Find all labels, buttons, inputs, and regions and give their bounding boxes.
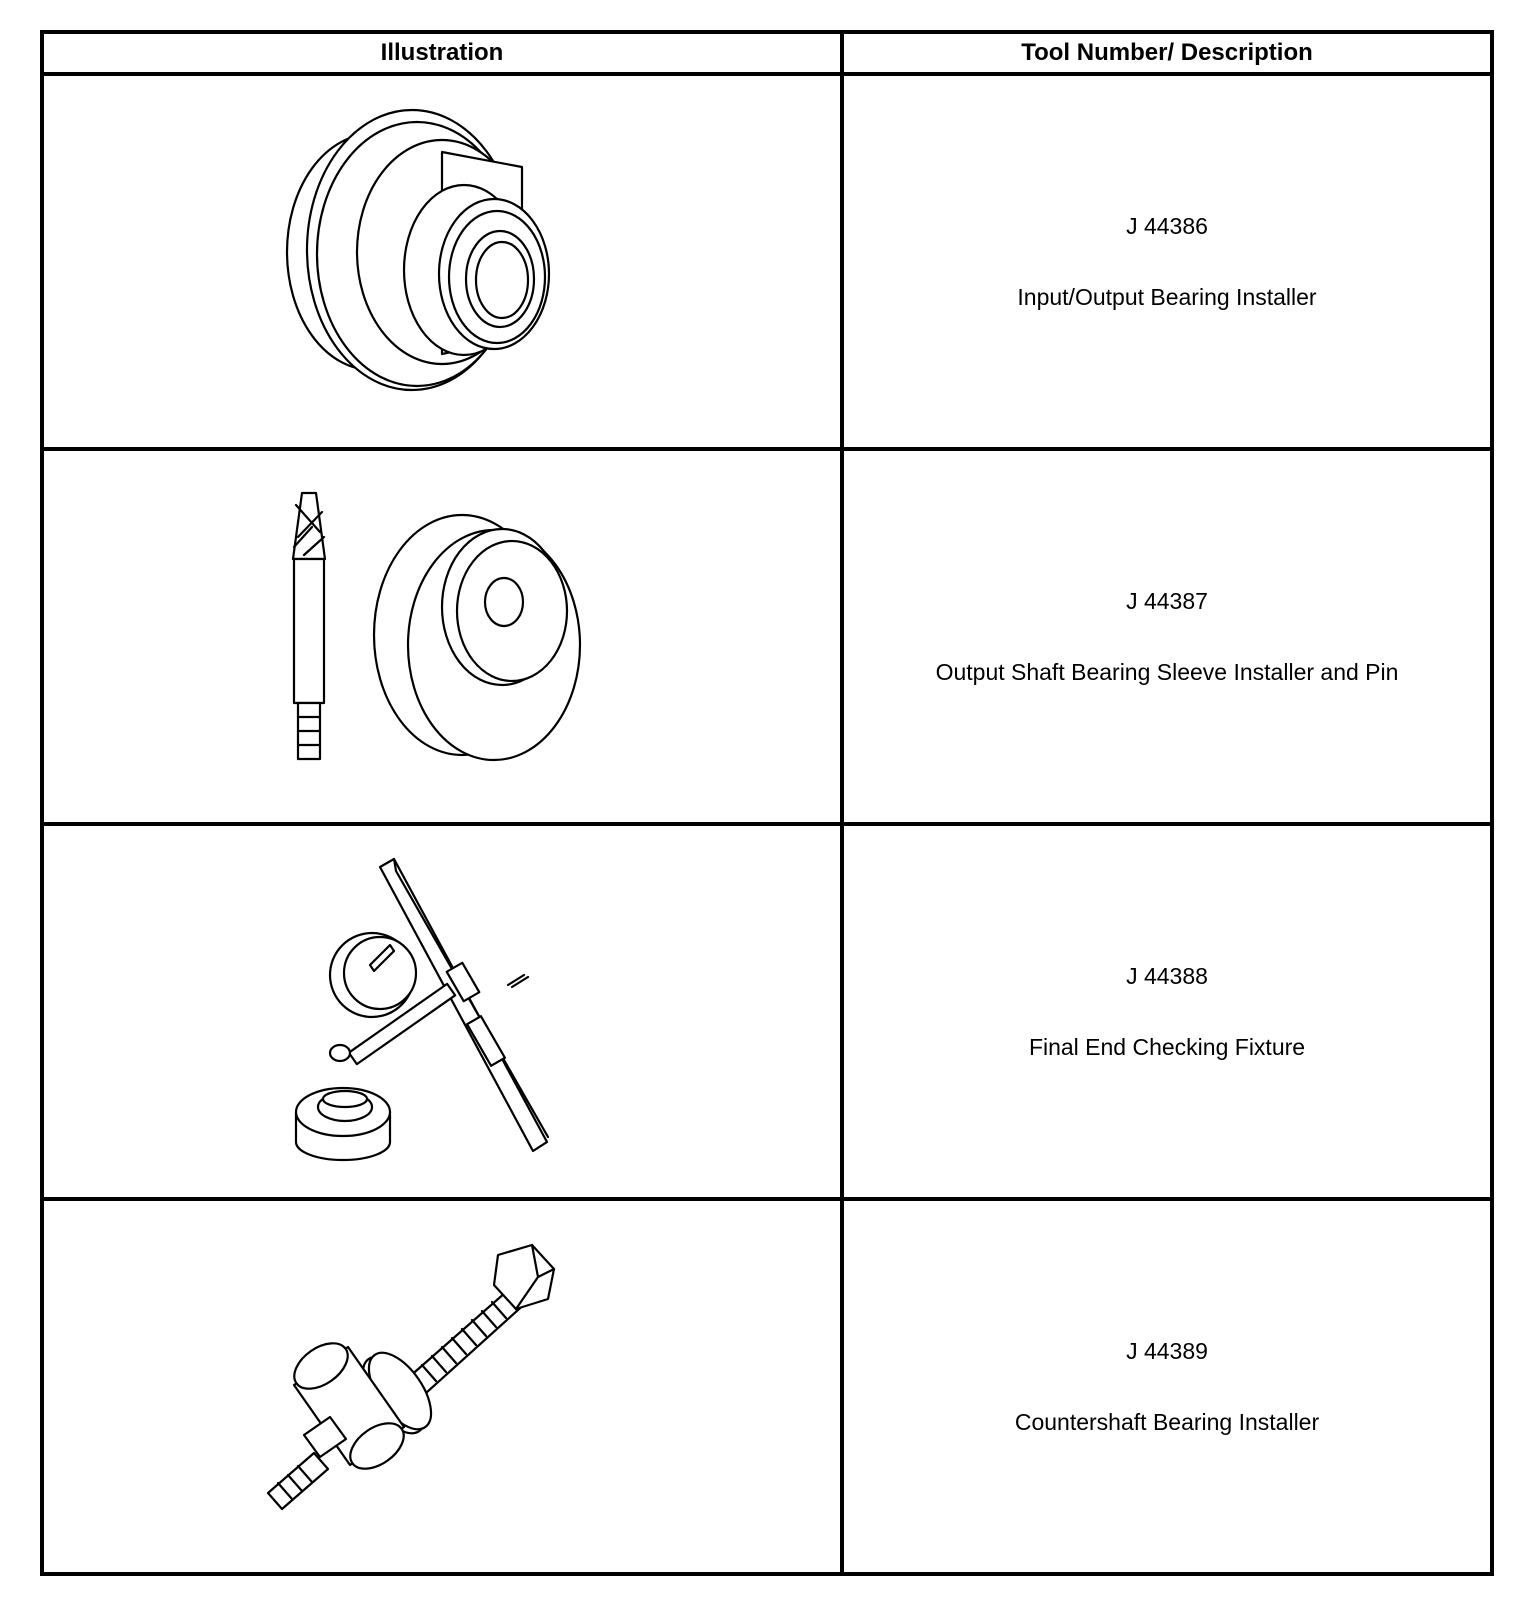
illustration-cell (42, 449, 842, 824)
sleeve-installer-and-pin-icon (232, 487, 652, 787)
table-row (42, 449, 1492, 824)
tool-number: J 44388 (1126, 962, 1208, 989)
tool-table (40, 30, 1494, 1576)
tool-description: Input/Output Bearing Installer (1017, 283, 1317, 310)
description-cell (842, 74, 1492, 449)
description-cell (842, 824, 1492, 1199)
header-tool-description: Tool Number/ Description (842, 32, 1492, 74)
tool-number: J 44389 (1126, 1337, 1208, 1364)
description-cell (842, 1199, 1492, 1574)
tool-description: Output Shaft Bearing Sleeve Installer and Pin (935, 658, 1399, 685)
tool-description: Countershaft Bearing Installer (1014, 1408, 1320, 1435)
table-row (42, 824, 1492, 1199)
illustration-cell (42, 74, 842, 449)
table-row (42, 74, 1492, 449)
tool-description: Final End Checking Fixture (1028, 1033, 1306, 1060)
table-row (42, 1199, 1492, 1574)
header-row (42, 32, 1492, 74)
tool-number: J 44387 (1126, 587, 1208, 614)
countershaft-installer-icon (232, 1237, 652, 1537)
illustration-cell (42, 824, 842, 1199)
bearing-installer-icon (232, 92, 652, 432)
checking-fixture-icon (232, 857, 652, 1167)
description-cell (842, 449, 1492, 824)
tool-number: J 44386 (1126, 212, 1208, 239)
header-illustration: Illustration (42, 32, 842, 74)
illustration-cell (42, 1199, 842, 1574)
